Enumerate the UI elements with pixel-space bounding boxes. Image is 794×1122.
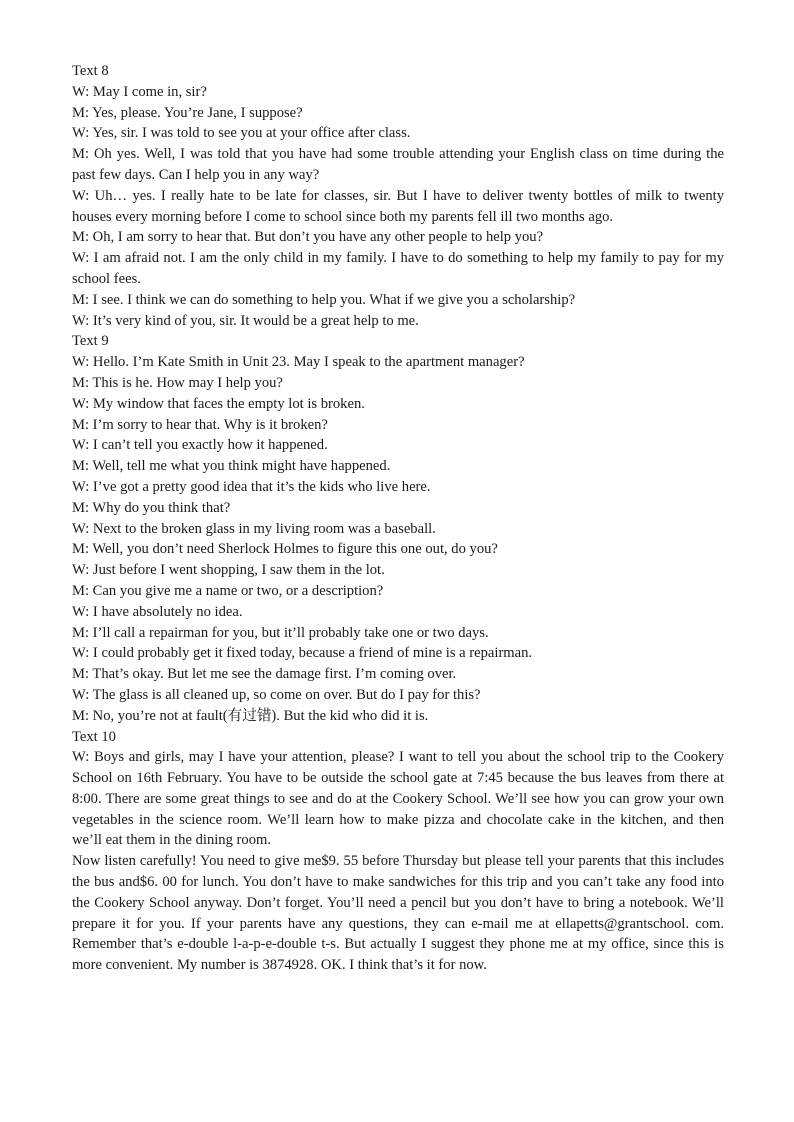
dialogue-line: M: That’s okay. But let me see the damage first. I’m coming over.: [72, 666, 457, 683]
dialogue-line: W: Just before I went shopping, I saw them in the lot.: [72, 562, 385, 579]
dialogue-line: W: Next to the broken glass in my living room was a baseball.: [72, 520, 436, 537]
section-heading: Text 8: [72, 63, 109, 79]
dialogue-line: W: I’ve got a pretty good idea that it’s the kids who live here.: [72, 478, 431, 495]
dialogue-line: M: This is he. How may I help you?: [72, 374, 283, 391]
section-text-9: [72, 331, 724, 726]
section-text-8: [72, 61, 724, 331]
dialogue-line: W: The glass is all cleaned up, so come on over. But do I pay for this?: [72, 686, 481, 703]
dialogue-line: M: Well, tell me what you think might have happened.: [72, 458, 391, 475]
dialogue-line: W: I can’t tell you exactly how it happened.: [72, 437, 328, 454]
dialogue-line: W: Hello. I’m Kate Smith in Unit 23. May I speak to the apartment manager?: [72, 354, 525, 371]
dialogue-line: M: I’ll call a repairman for you, but it’ll probably take one or two days.: [72, 624, 489, 641]
section-heading: Text 10: [72, 728, 116, 745]
dialogue-line: M: Why do you think that?: [72, 499, 231, 516]
dialogue-line: W: Yes, sir. I was told to see you at your office after class.: [72, 125, 411, 142]
dialogue-line: W: Uh… yes. I really hate to be late for classes, sir. But I have to deliver twenty bottles of milk to twenty houses every morning before I come to school since both my parents fell ill two months ago.: [72, 187, 724, 225]
paragraph: Now listen carefully! You need to give me$9. 55 before Thursday but please tell your parents that this includes the bus and$6. 00 for lunch. You don’t have to make sandwiches for this trip and you can’t take any food into the Cookery School anyway. Don’t forget. You’ll need a pencil but you don’t have to bring a notebook. We’ll prepare it for you. If your parents have any questions, they can e-mail me at ellapetts@grantschool. com. Remember that’s e-double l-a-p-e-double t-s. But actually I suggest they phone me at my office, since this is more convenient. My number is 3874928. OK. I think that’s it for now.: [72, 853, 724, 974]
dialogue-line: W: It’s very kind of you, sir. It would be a great help to me.: [72, 312, 419, 329]
section-heading: Text 9: [72, 333, 109, 350]
dialogue-line: W: I am afraid not. I am the only child in my family. I have to do something to help my family to pay for my school fees.: [72, 250, 724, 287]
dialogue-line: W: I have absolutely no idea.: [72, 603, 243, 620]
dialogue-line: M: I’m sorry to hear that. Why is it broken?: [72, 416, 328, 433]
dialogue-line: M: I see. I think we can do something to help you. What if we give you a scholarship?: [72, 291, 576, 308]
dialogue-line: M: Can you give me a name or two, or a description?: [72, 582, 384, 599]
dialogue-line: M: Oh yes. Well, I was told that you have had some trouble attending your English class on time during the past few days. Can I help you in any way?: [72, 146, 724, 183]
dialogue-line: W: May I come in, sir?: [72, 83, 207, 100]
dialogue-line: W: My window that faces the empty lot is broken.: [72, 395, 365, 412]
dialogue-line: W: I could probably get it fixed today, because a friend of mine is a repairman.: [72, 645, 533, 662]
dialogue-line: M: Well, you don’t need Sherlock Holmes to figure this one out, do you?: [72, 541, 498, 558]
paragraph: W: Boys and girls, may I have your attention, please? I want to tell you about the school trip to the Cookery School on 16th February. You have to be outside the school gate at 7:45 because the bus leaves from there at 8:00. There are some great things to see and do at the Cookery School. We’ll see how you can grow your own vegetables in the science room. We’ll learn how to make pizza and chocolate cake in the kitchen, and then we’ll eat them in the dining room.: [72, 749, 724, 849]
dialogue-line: M: Yes, please. You’re Jane, I suppose?: [72, 104, 303, 121]
section-text-10: [72, 727, 724, 977]
dialogue-line: M: Oh, I am sorry to hear that. But don’t you have any other people to help you?: [72, 229, 544, 246]
dialogue-line: M: No, you’re not at fault(有过错). But the kid who did it is.: [72, 707, 429, 724]
document-page: [72, 61, 724, 976]
